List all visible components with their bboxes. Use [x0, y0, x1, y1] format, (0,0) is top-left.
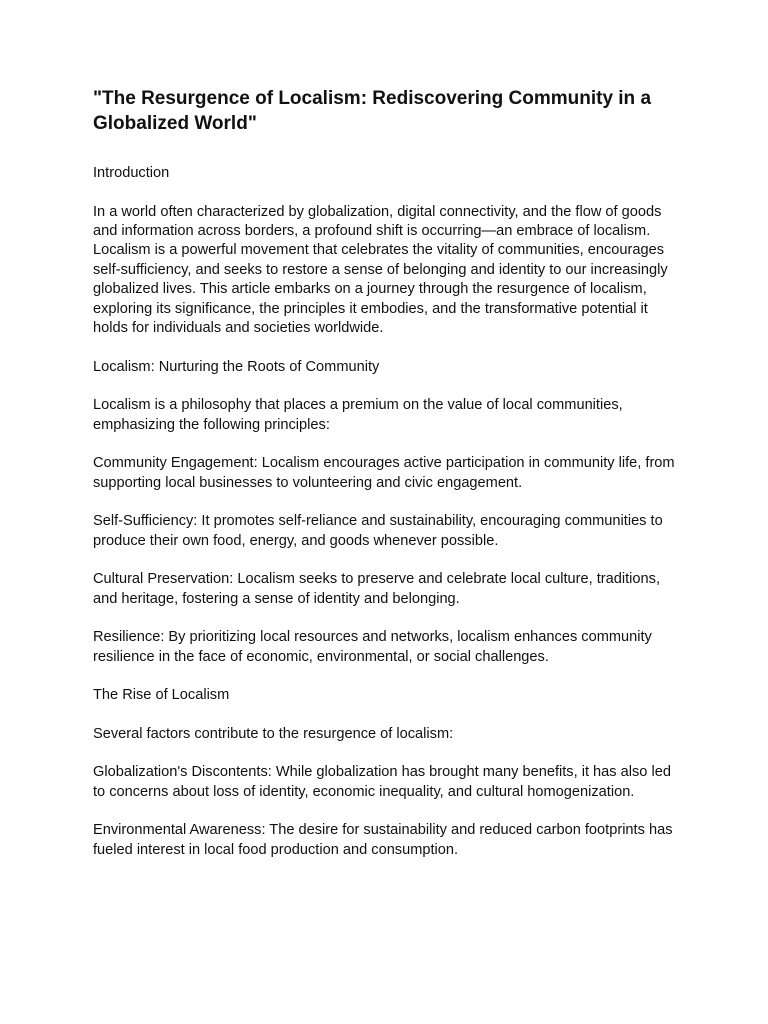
factor-environmental-awareness: Environmental Awareness: The desire for sustainability and reduced carbon footprints has fueled interest in local food production and consumption. [93, 822, 673, 858]
factor-globalization-discontents: Globalization's Discontents: While globalization has brought many benefits, it has also led to concerns about loss of identity, economic inequality, and cultural homogenization. [93, 764, 671, 800]
paragraph-philosophy: Localism is a philosophy that places a premium on the value of local communities, emphasizing the following principles: [93, 397, 623, 433]
document-title: "The Resurgence of Localism: Rediscovering Community in a Globalized World" [93, 88, 652, 134]
principle-self-sufficiency: Self-Sufficiency: It promotes self-reliance and sustainability, encouraging communities to produce their own food, energy, and goods whenever possible. [93, 513, 663, 549]
paragraph-introduction: In a world often characterized by globalization, digital connectivity, and the flow of goods and information across borders, a profound shift is occurring—an embrace of localism. Localism is a powerful movement that celebrates the vitality of communities, encourages self-sufficiency, and seeks to restore a sense of belonging and identity to our increasingly globalized lives. This article embarks on a journey through the resurgence of localism, exploring its significance, the principles it embodies, and the transformative potential it holds for individuals and societies worldwide. [93, 203, 668, 337]
section-heading-rise-of-localism: The Rise of Localism [93, 687, 230, 704]
section-heading-nurturing-roots: Localism: Nurturing the Roots of Community [93, 358, 380, 375]
principle-resilience: Resilience: By prioritizing local resources and networks, localism enhances community resilience in the face of economic, environmental, or social challenges. [93, 629, 652, 665]
document-page [93, 86, 683, 879]
paragraph-factors: Several factors contribute to the resurgence of localism: [93, 725, 454, 742]
section-heading-introduction: Introduction [93, 165, 170, 181]
principle-community-engagement: Community Engagement: Localism encourages active participation in community life, from supporting local businesses to volunteering and civic engagement. [93, 455, 675, 491]
principle-cultural-preservation: Cultural Preservation: Localism seeks to preserve and celebrate local culture, traditions, and heritage, fostering a sense of identity and belonging. [93, 571, 660, 607]
